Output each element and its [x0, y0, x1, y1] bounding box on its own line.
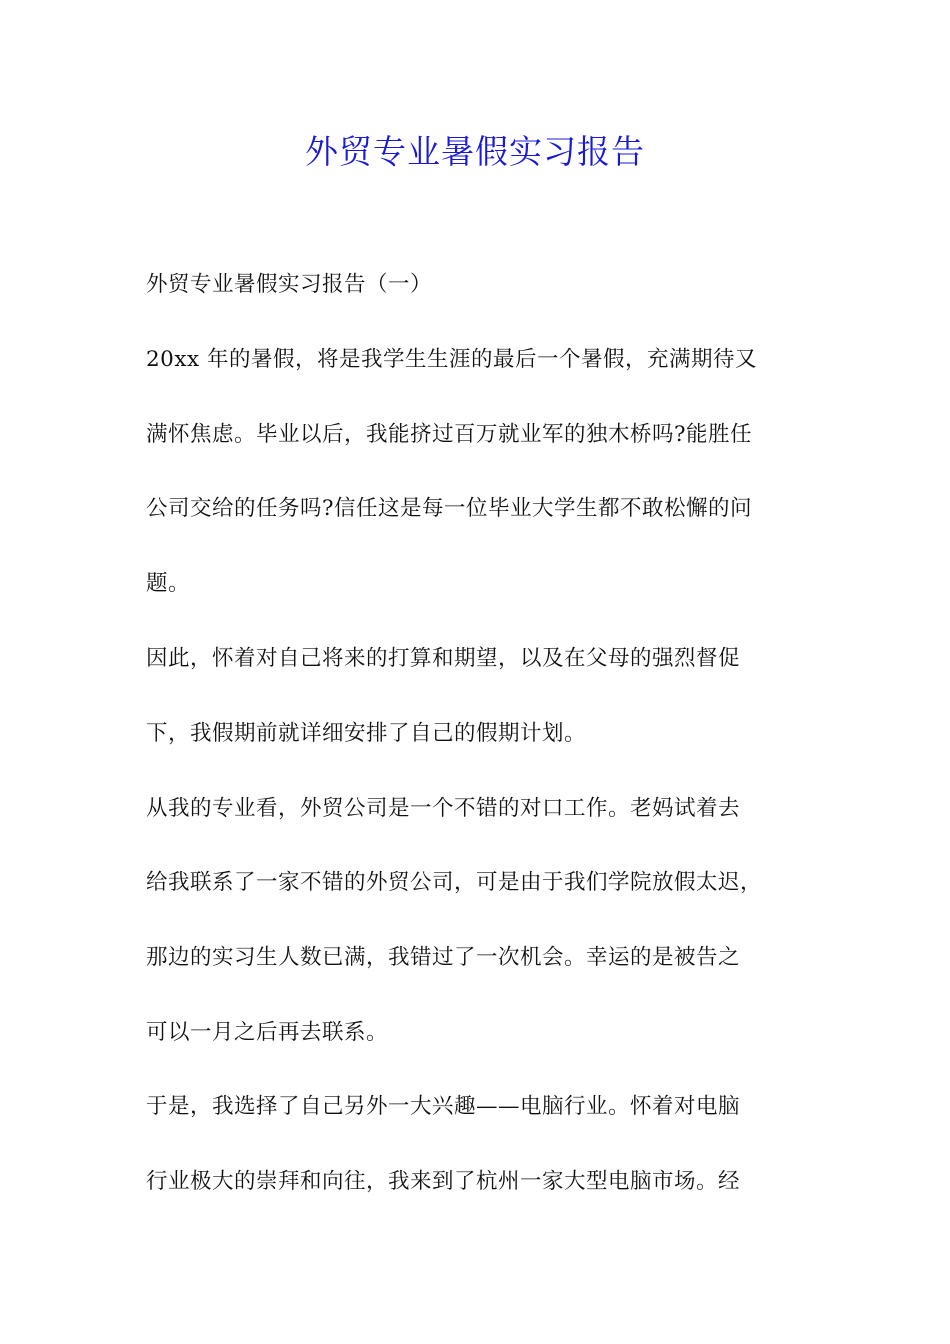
body-line: 行业极大的崇拜和向往，我来到了杭州一家大型电脑市场。经 [146, 1169, 741, 1194]
section-heading: 外贸专业暑假实习报告（一） [146, 272, 433, 297]
body-line: 可以一月之后再去联系。 [146, 1020, 389, 1045]
body-line: 因此，怀着对自己将来的打算和期望，以及在父母的强烈督促 [146, 646, 741, 671]
body-line: 公司交给的任务吗?信任这是每一位毕业大学生都不敢松懈的问 [146, 496, 753, 521]
body-line: 给我联系了一家不错的外贸公司，可是由于我们学院放假太迟， [146, 870, 763, 895]
body-line: 从我的专业看，外贸公司是一个不错的对口工作。老妈试着去 [146, 796, 741, 821]
body-line: 20xx 年的暑假，将是我学生生涯的最后一个暑假，充满期待又 [146, 347, 757, 372]
document-title: 外贸专业暑假实习报告 [305, 132, 645, 171]
body-line: 满怀焦虑。毕业以后，我能挤过百万就业军的独木桥吗?能胜任 [146, 422, 753, 447]
body-line: 于是，我选择了自己另外一大兴趣——电脑行业。怀着对电脑 [146, 1094, 741, 1119]
body-line: 下，我假期前就详细安排了自己的假期计划。 [146, 721, 587, 746]
body-line: 那边的实习生人数已满，我错过了一次机会。幸运的是被告之 [146, 945, 741, 970]
body-line: 题。 [146, 571, 191, 596]
